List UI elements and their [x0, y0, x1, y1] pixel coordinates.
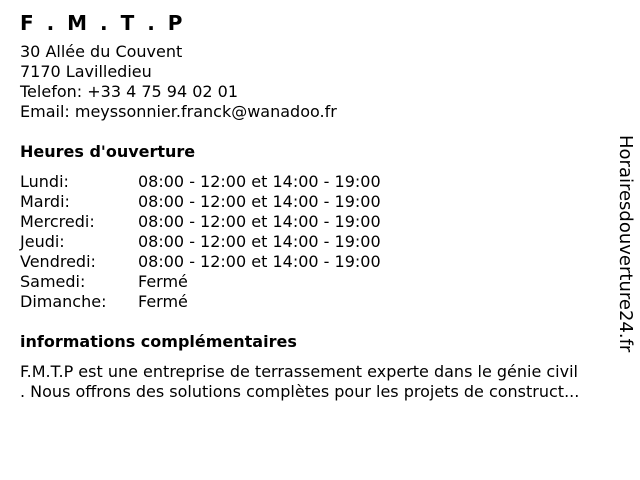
hours-time: 08:00 - 12:00 et 14:00 - 19:00: [138, 232, 381, 251]
hours-time: 08:00 - 12:00 et 14:00 - 19:00: [138, 212, 381, 231]
email-line: Email: meyssonnier.franck@wanadoo.fr: [20, 102, 337, 121]
hours-table: [20, 172, 620, 312]
hours-day: Dimanche:: [20, 292, 107, 311]
hours-day: Mardi:: [20, 192, 70, 211]
hours-row-friday: [20, 252, 620, 272]
info-description-line-1: F.M.T.P est une entreprise de terrassement experte dans le génie civil: [20, 362, 578, 381]
hours-row-saturday: [20, 272, 620, 292]
hours-day: Samedi:: [20, 272, 86, 291]
hours-time: 08:00 - 12:00 et 14:00 - 19:00: [138, 172, 381, 191]
hours-day: Vendredi:: [20, 252, 96, 271]
hours-row-tuesday: [20, 192, 620, 212]
business-name: F . M . T . P: [20, 11, 186, 35]
address-line-1: 30 Allée du Couvent: [20, 42, 183, 61]
hours-time: 08:00 - 12:00 et 14:00 - 19:00: [138, 192, 381, 211]
hours-time: Fermé: [138, 292, 188, 311]
hours-time: Fermé: [138, 272, 188, 291]
hours-row-sunday: [20, 292, 620, 312]
hours-row-thursday: [20, 232, 620, 252]
hours-row-wednesday: [20, 212, 620, 232]
hours-day: Lundi:: [20, 172, 69, 191]
address-line-2: 7170 Lavilledieu: [20, 62, 152, 81]
hours-day: Mercredi:: [20, 212, 95, 231]
site-watermark: Horairesdouverture24.fr: [615, 135, 636, 353]
hours-row-monday: [20, 172, 620, 192]
hours-heading: Heures d'ouverture: [20, 142, 196, 161]
business-card: [20, 10, 620, 402]
info-description-line-2: . Nous offrons des solutions complètes pour les projets de construct...: [20, 382, 580, 401]
info-heading: informations complémentaires: [20, 332, 297, 351]
hours-day: Jeudi:: [20, 232, 65, 251]
phone-line: Telefon: +33 4 75 94 02 01: [20, 82, 239, 101]
hours-time: 08:00 - 12:00 et 14:00 - 19:00: [138, 252, 381, 271]
